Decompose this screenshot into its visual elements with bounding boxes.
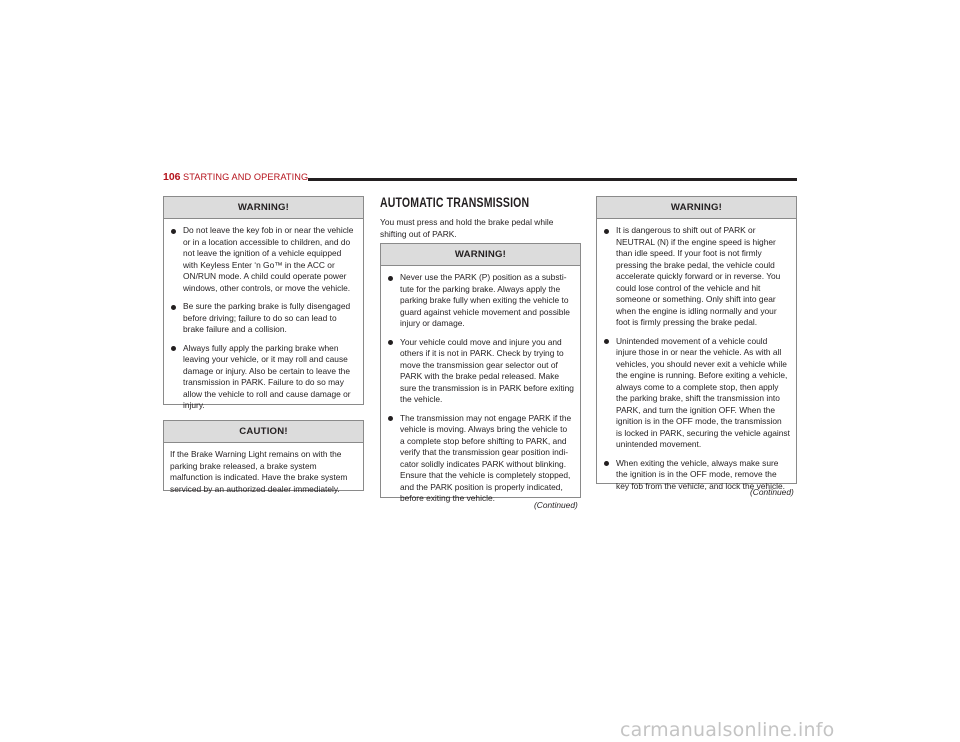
warning-text: Never use the PARK (P) position as a substi-tute for the parking brake. Always apply the parking brake fully when exiting the vehicle to guard against vehicle movement and possible injury or damage. [400,272,570,328]
warning-text: Be sure the parking brake is fully disengaged before driving; failure to do so can lead to brake failure and a collision. [183,301,351,334]
bullet-icon [604,339,609,344]
list-item [387,413,574,505]
bullet-icon [388,416,393,421]
bullet-icon [171,346,176,351]
caution-title: CAUTION! [164,421,363,443]
header-rule [308,178,797,181]
list-item [387,337,574,406]
page-number: 106 [163,171,181,183]
list-item [387,272,574,330]
warning-text: The transmission may not engage PARK if the vehicle is moving. Always bring the vehicle to a complete stop before shifting to PARK, and verify that the transmission gear position indi-cator solidly indicates PARK without blinking. Ensure that the vehicle is completely stopped, and the PARK position is properly indicated, before exiting the vehicle. [400,412,572,503]
warning-text: It is dangerous to shift out of PARK or NEUTRAL (N) if the engine speed is higher than idle speed. If your foot is not firmly pressing the brake pedal, the vehicle could accelerate quickly forward or in reverse. You could lose control of the vehicle and hit someone or something. Only shift into gear when the engine is idling normally and your foot is firmly pressing the brake pedal. [616,225,781,327]
warning-text: When exiting the vehicle, always make sure the ignition is in the OFF mode, remove the key fob from the vehicle, and lock the vehicle. [616,457,785,491]
bullet-icon [388,340,393,345]
warning-text: Your vehicle could move and injure you and others if it is not in PARK. Check by trying to move the transmission gear selector out of PARK with the brake pedal released. Make sure the transmission is in PARK before exiting the vehicle. [400,336,574,404]
bullet-icon [388,276,393,281]
page-header [163,171,797,187]
left-warning-box [163,196,364,410]
warning-title: WARNING! [597,197,796,219]
list-item [603,336,790,451]
watermark: carmanualsonline.info [620,719,835,741]
bullet-icon [604,229,609,234]
section-title: STARTING AND OPERATING [183,171,309,182]
continued-label: (Continued) [534,500,578,510]
bullet-icon [604,461,609,466]
list-item [170,301,357,336]
caution-text: If the Brake Warning Light remains on with the parking brake released, a brake system malfunction is indicated. Have the brake system serviced by an authorized dealer immediately. [170,449,348,494]
right-warning-box [596,196,797,491]
list-item [603,225,790,329]
warning-text: Always fully apply the parking brake when leaving your vehicle, or it may roll and cause damage or injury. Also be certain to leave the transmission in PARK. Failure to do so may allow the vehicle to roll and cause damage or injury. [183,342,351,410]
list-item [170,225,357,294]
caution-box [163,420,364,494]
continued-label: (Continued) [750,487,794,497]
warning-text: Do not leave the key fob in or near the vehicle or in a location accessible to children, and do not leave the ignition of a vehicle equipped with Keyless Enter ‘n Go™ in the ACC or ON/RUN mode. A child could operate power windows, other controls, or move the vehicle. [183,225,354,293]
warning-text: Unintended movement of a vehicle could injure those in or near the vehicle. As with all vehicles, you should never exit a vehicle while the engine is running. Before exiting a vehicle, always come to a complete stop, then apply the parking brake, shift the transmission into PARK, and turn the ignition OFF. When the ignition is in the OFF mode, the transmission is locked in PARK, securing the vehicle against unintended movement. [616,335,790,449]
bullet-icon [171,305,176,310]
bullet-icon [171,229,176,234]
list-item [170,343,357,412]
warning-title: WARNING! [164,197,363,219]
middle-warning-box [380,243,581,503]
intro-paragraph: You must press and hold the brake pedal while shifting out of PARK. [380,217,554,239]
warning-title: WARNING! [381,244,580,266]
section-heading: AUTOMATIC TRANSMISSION [380,195,530,210]
